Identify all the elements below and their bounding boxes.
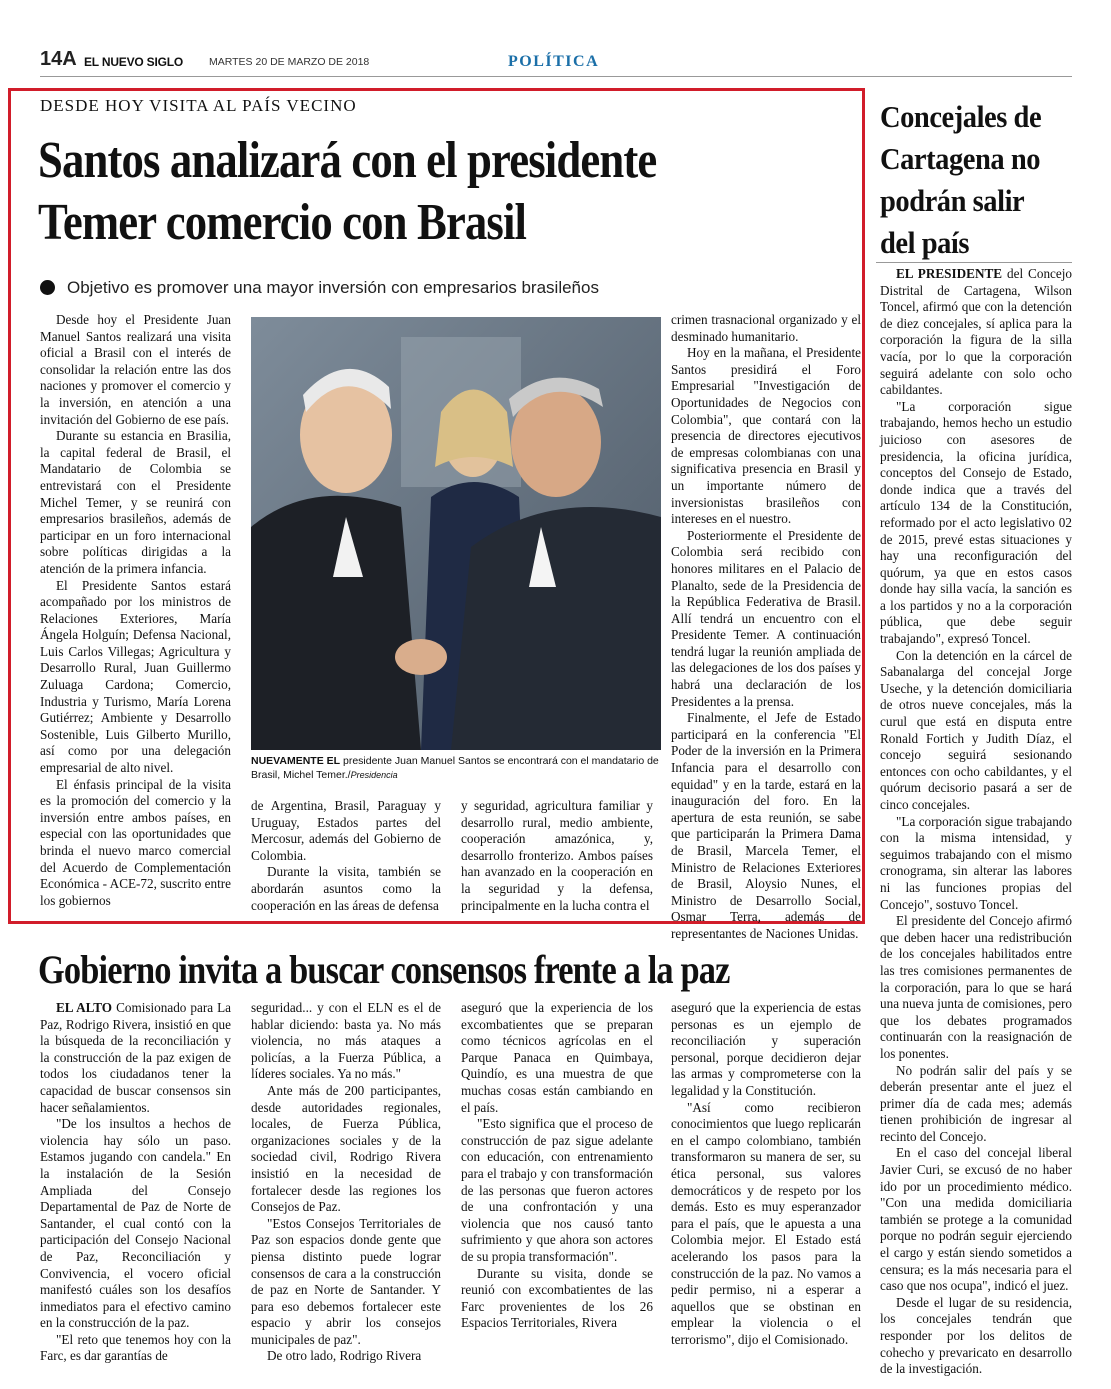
paragraph: y seguridad, agricultura familiar y desarrollo rural, medio ambiente, cooperación amazónica, y, desarrollo fronterizo. Ambos países han avanzado en la cooperación en la seguridad y la defensa, principalmente en la lucha contra el	[461, 798, 653, 913]
paragraph: "Así como recibieron conocimientos que luego replicarán en el campo colombiano, también transformaron su manera de ser, su ética personal, sus valores democráticos y de respeto por los demás. Esto es muy esperanzador para el país, que le apuesta a una Colombia mejor. El Estado está acelerando los pasos para la construcción de la paz. No vamos a pedir permiso, ni a esperar a aquellos que se obstinan en emplear la violencia o el terrorismo", dijo el Comisionado.	[671, 1099, 861, 1347]
bottom-col-3	[461, 1000, 653, 1332]
bottom-col-1	[40, 1000, 231, 1365]
main-col-3	[461, 798, 653, 914]
issue-date: MARTES 20 DE MARZO DE 2018	[209, 56, 370, 68]
bottom-lead: EL ALTO	[56, 1000, 113, 1015]
main-headline-line1: Santos analizará con el presidente	[38, 132, 657, 189]
paragraph: "Esto significa que el proceso de construcción de paz sigue adelante con educación, con entrenamiento para el trabajo y con transformación de las personas que fueron actores de una confrontación y una violencia que nos causó tanto sufrimiento y que ahora son actores de su propia transformación".	[461, 1116, 653, 1264]
paragraph: El énfasis principal de la visita es la promoción del comercio y la inversión entre ambos países, en especial con las oportunidades que brinda el nuevo marco comercial del Acuerdo de Complementación Económica - ACE-72, suscrito entre los gobiernos	[40, 776, 231, 908]
main-kicker: DESDE HOY VISITA AL PAÍS VECINO	[40, 96, 357, 115]
paragraph: Ante más de 200 participantes, desde autoridades regionales, locales, de Fuerza Pública, organizaciones sociales y de la sociedad civil, Rodrigo Rivera insistió en la necesidad de fortalecer desde las regiones los Consejos de Paz.	[251, 1082, 441, 1215]
dek-text: Objetivo es promover una mayor inversión con empresarios brasileños	[67, 278, 599, 297]
paragraph: seguridad... y con el ELN es el de hablar diciendo: basta ya. No más violencia, no más ataques a policías, a la Fuerza Pública, a líderes sociales. Ya no más."	[251, 1000, 441, 1082]
paragraph: crimen trasnacional organizado y el desminado humanitario.	[671, 312, 861, 344]
paragraph: Finalmente, el Jefe de Estado participará en la conferencia "El Poder de la inversión en la Primera Infancia para el desarrollo con equidad" y en la tarde, estará en la inauguración del foro. En la apertura de esta reunión, se sabe que participarán la Primera Dama de Brasil, Marcela Temer, el Ministro de Relaciones Exteriores de Brasil, Aloysio Nunes, el Ministro de Desarrollo Social, Osmar Terra, además de representantes de Naciones Unidas.	[671, 710, 861, 941]
caption-text: presidente Juan Manuel Santos se encontrará con el mandatario de Brasil, Michel Temer./	[251, 755, 659, 781]
paragraph: De otro lado, Rodrigo Rivera	[267, 1348, 422, 1364]
bottom-headline: Gobierno invita a buscar consensos frente a la paz	[38, 947, 730, 992]
paragraph: "La corporación sigue trabajando con la misma intensidad, y seguimos trabajando con el mismo cronograma, sin alterar las labores ni las funciones propias del Concejo", sostuvo Toncel.	[880, 813, 1072, 912]
paragraph: aseguró que la experiencia de estas personas es un ejemplo de reconciliación y superación personal, porque decidieron dejar las armas y comprometerse con la legalidad y la Constitución.	[671, 1000, 861, 1098]
paragraph: Durante su estancia en Brasilia, la capital federal de Brasil, el Mandatario de Colombia se entrevistará con el Presidente Michel Temer, y se reunirá con empresarios brasileños, además de participar en un foro internacional sobre políticas dirigidas a la atención de la primera infancia.	[40, 428, 231, 576]
paragraph: Posteriormente el Presidente de Colombia será recibido con honores militares en el Palacio de Planalto, sede de la Presidencia de la República Federativa de Brasil. Allí tendrá un encuentro con el Presidente Temer. A continuación tendrá lugar la reunión ampliada de las delegaciones de los dos países y habrá una declaración de los Presidentes a la prensa.	[671, 527, 861, 709]
paragraph: "De los insultos a hechos de violencia hay sólo un paso. Estamos jugando con candela." En la instalación de la Sesión Ampliada del Consejo Departamental de Paz de Norte de Santander, el cual contó con la participación del Consejo Nacional de Paz, Reconciliación y Convivencia, el vocero oficial manifestó cuáles son los desafíos inmediatos para el efectivo camino en la construcción de la paz.	[40, 1116, 231, 1331]
paragraph: No podrán salir del país y se deberán presentar ante el juez el primer día de cada mes; además tienen prohibición de ingresar al recinto del Concejo.	[880, 1062, 1072, 1144]
main-col-1	[40, 312, 231, 909]
page-number: 14A	[40, 48, 77, 70]
paragraph: En el caso del concejal liberal Javier Curi, se excusó de no haber ido por un procedimiento médico. "Con una medida domiciliaria también se protege a la comunidad porque no podrán seguir ejerciendo el cargo y están siendo sometidos a censura; es la más necesaria para el caso que nos ocupa", indicó el juez.	[880, 1145, 1072, 1294]
paragraph: "Estos Consejos Territoriales de Paz son espacios donde gente que piensa distinto puede lograr consensos de cara a la construcción de paz en Norte de Santander. Y para eso debemos fortalecer este espacio y abrir los consejos municipales de paz".	[251, 1215, 441, 1347]
sidebar-lead: EL PRESIDENTE	[896, 266, 1003, 281]
masthead	[40, 48, 1072, 77]
sidebar-headline: Concejales de Cartagena no podrán salir del país	[880, 99, 1042, 260]
paragraph: Desde hoy el Presidente Juan Manuel Santos realizará una visita oficial a Brasil con el interés de consolidar la relación entre las dos naciones y promover el comercio y la inversión, en atención a una invitación del Gobierno de ese país.	[40, 312, 231, 427]
main-headline-line2: Temer comercio con Brasil	[38, 194, 527, 251]
caption-lead: NUEVAMENTE EL	[251, 755, 341, 767]
main-headline	[38, 130, 743, 254]
sidebar-divider	[876, 262, 1072, 263]
main-col-2	[251, 798, 441, 914]
news-photo	[251, 317, 661, 750]
bottom-col-4	[671, 1000, 861, 1348]
paragraph: "El reto que tenemos hoy con la Farc, es dar garantías de	[40, 1331, 231, 1364]
paragraph: Comisionado para La Paz, Rodrigo Rivera, insistió en que la búsqueda de la reconciliación y la construcción de la paz exigen de todos los ciudadanos tener la capacidad de buscar consensos sin hacer señalamientos.	[40, 1000, 231, 1115]
photo-caption	[251, 754, 661, 782]
paragraph: Con la detención en la cárcel de Sabanalarga del concejal Jorge Useche, y la detención domiciliaria de otros nueve concejales, más la curul que está en disputa entre Ronald Fortich y Judith Díaz, el concejo seguirá sesionando entonces con ocho cabildantes, y el quórum decisorio pasará a ser de cinco concejales.	[880, 647, 1072, 812]
bottom-col-2	[251, 1000, 441, 1365]
paragraph: El presidente del Concejo afirmó que deben hacer una redistribución de los concejales habilitados entre las tres comisiones permanentes de la corporación, para lo que se hará una nueva junta de comisiones, pero que los debates programados continuarán con la reasignación de los ponentes.	[880, 913, 1072, 1061]
paragraph: El Presidente Santos estará acompañado por los ministros de Relaciones Exteriores, María Ángela Holguín; Defensa Nacional, Luis Carlos Villegas; Agricultura y Desarrollo Rural, Juan Guillermo Zuluaga Cardona; Comercio, Industria y Turismo, María Lorena Gutiérrez; Ambiente y Desarrollo Sostenible, Luis Gilberto Murillo, así como por una delegación empresarial de alto nivel.	[40, 577, 231, 776]
paragraph: Durante la visita, también se abordarán asuntos como la cooperación en las áreas de defensa	[251, 864, 441, 913]
paragraph: del Concejo Distrital de Cartagena, Wilson Toncel, afirmó que con la detención de diez concejales, sí aplica para la corporación la figura de la silla vacía, por lo que la corporación seguirá adelante con solo ocho cabildantes.	[880, 266, 1073, 398]
main-col-4	[671, 312, 861, 943]
photo-illustration	[251, 317, 661, 750]
paragraph: "La corporación sigue trabajando, hemos hecho un estudio juicioso con asesores de presidencia, la oficina jurídica, conceptos del Consejo de Estado, donde indica que a través del artículo 134 de la Constitución, reformado por el acto legislativo 02 de 2015, prevé estas situaciones y hay una reconfiguración del quórum, ya que en estos casos donde hay silla vacía, la sanción es a los partidos y no a la corporación pública, que debe seguir trabajando", expresó Toncel.	[880, 398, 1072, 647]
paragraph: aseguró que la experiencia de los excombatientes que se preparan como técnicos agrícolas en el Parque Panaca en Quimbaya, Quindío, es una muestra de que muchas cosas están cambiando en el país.	[461, 1000, 653, 1115]
section-label: POLÍTICA	[508, 53, 600, 70]
photo-credit: Presidencia	[350, 770, 398, 780]
main-dek	[40, 278, 599, 298]
bullet-dot-icon	[40, 280, 55, 295]
paper-name: EL NUEVO SIGLO	[84, 55, 183, 69]
sidebar-body	[880, 266, 1072, 1378]
paragraph: Durante su visita, donde se reunió con excombatientes de las Farc provenientes de los 26 Espacios Territoriales, Rivera	[461, 1265, 653, 1331]
paragraph: Hoy en la mañana, el Presidente Santos presidirá el Foro Empresarial "Investigación de Oportunidades de Negocios con Colombia", que contará con la presencia de directores ejecutivos de empresas colombianas con una significativa presencia en Brasil y un importante número de inversionistas brasileños con intereses en el nuestro.	[671, 345, 861, 527]
paragraph: Desde el lugar de su residencia, los concejales tendrán que responder por los delitos de cohecho y prevaricato en desarrollo de la investigación.	[880, 1294, 1072, 1377]
paragraph: de Argentina, Brasil, Paraguay y Uruguay, Estados partes del Mercosur, además del Gobierno de Colombia.	[251, 798, 441, 863]
